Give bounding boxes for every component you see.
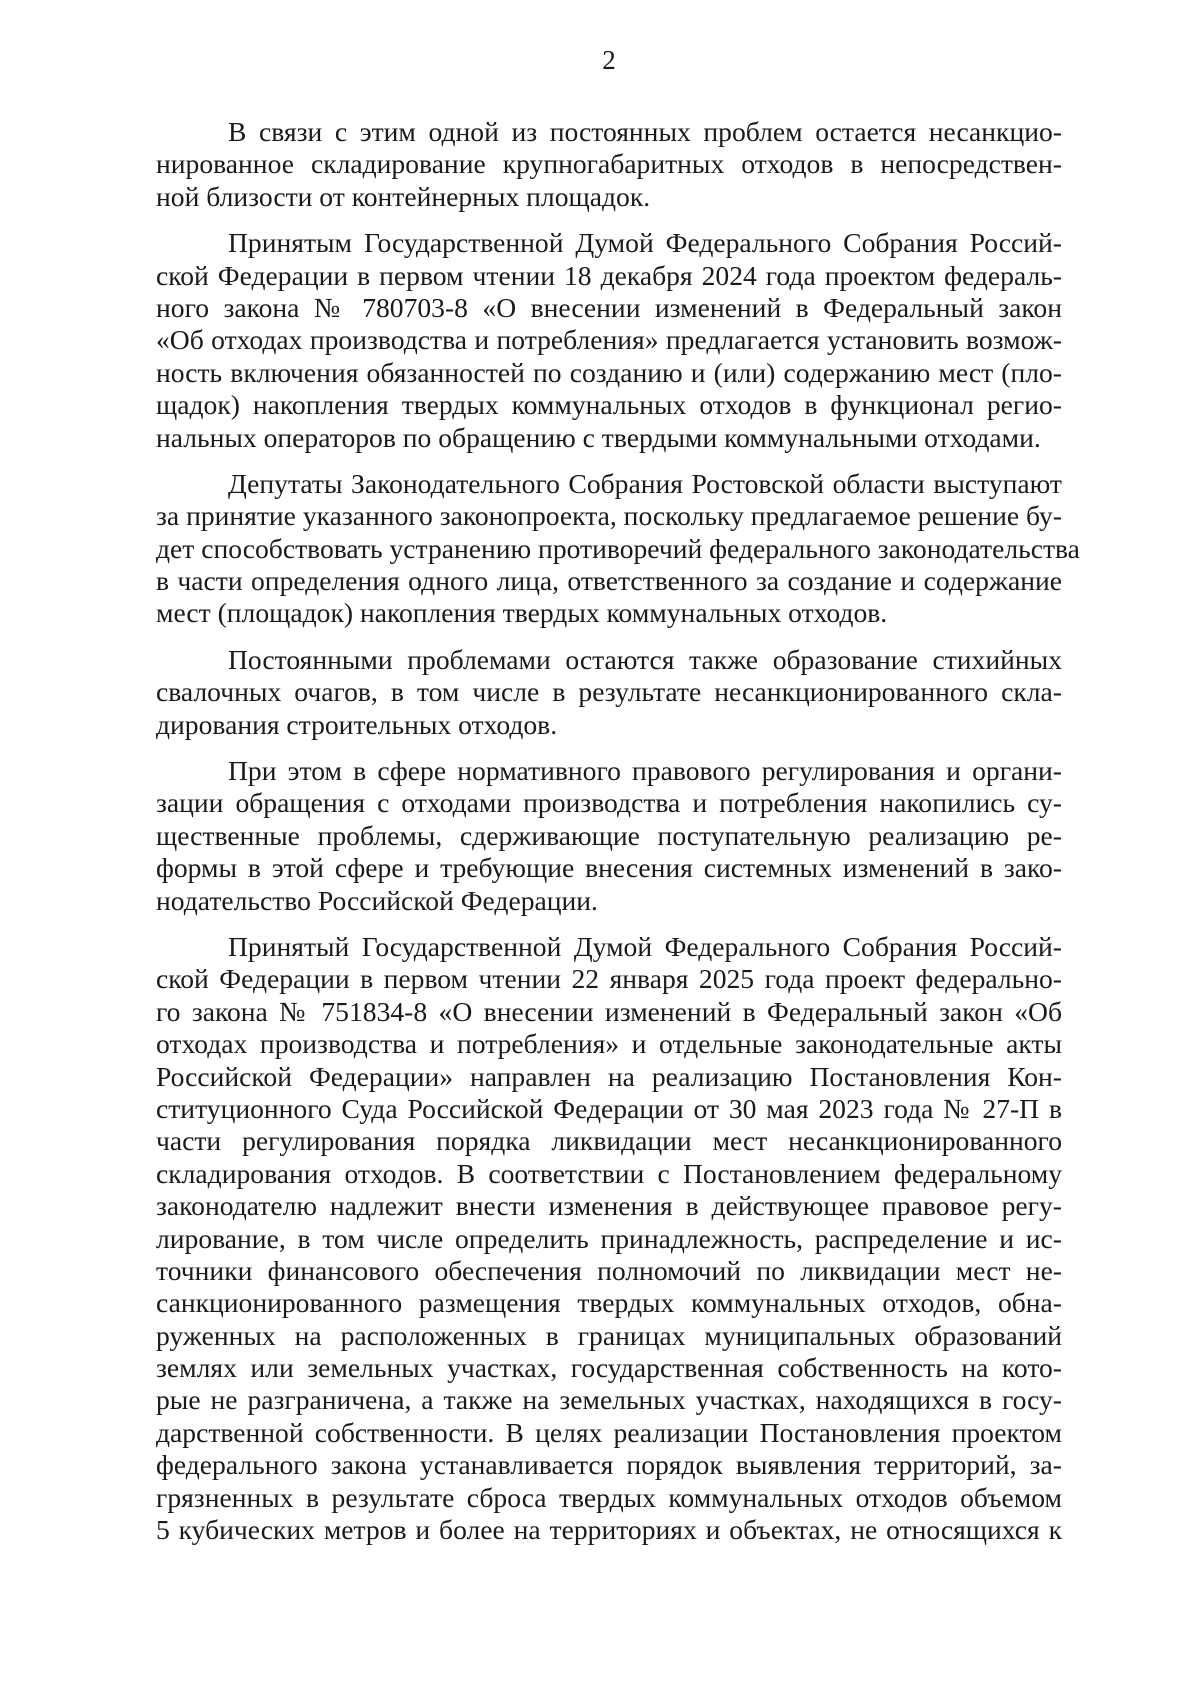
- paragraph: [156, 227, 1062, 454]
- text-line: санкционированного размещения твердых коммунальных отходов, обна-: [156, 1287, 1062, 1319]
- text-line: Постоянными проблемами остаются также образование стихийных: [228, 643, 1062, 675]
- text-line: лирование, в том числе определить принадлежность, распределение и ис-: [156, 1222, 1062, 1254]
- text-line: грязненных в результате сброса твердых коммунальных отходов объемом: [156, 1481, 1062, 1513]
- text-line: руженных на расположенных в границах муниципальных образований: [156, 1319, 1062, 1351]
- text-line: зации обращения с отходами производства и потребления накопились су-: [156, 787, 1062, 819]
- text-line: федерального закона устанавливается порядок выявления территорий, за-: [156, 1449, 1062, 1481]
- text-line: рые не разграничена, а также на земельных участках, находящихся в госу-: [156, 1384, 1062, 1416]
- text-line: ской Федерации в первом чтении 22 января 2025 года проект федерально-: [156, 963, 1062, 995]
- text-line: ной близости от контейнерных площадок.: [156, 180, 651, 212]
- text-line: щественные проблемы, сдерживающие поступательную реализацию ре-: [156, 819, 1062, 851]
- text-line: го закона № 751834-8 «О внесении изменений в Федеральный закон «Об: [156, 995, 1062, 1027]
- text-line: мест (площадок) накопления твердых коммунальных отходов.: [156, 597, 888, 629]
- text-line: Российской Федерации» направлен на реализацию Постановления Кон-: [156, 1060, 1062, 1092]
- paragraph: [156, 467, 1080, 630]
- text-line: землях или земельных участках, государственная собственность на кото-: [156, 1352, 1062, 1384]
- paragraph: [156, 755, 1062, 917]
- text-line: законодателю надлежит внести изменения в действующее правовое регу-: [156, 1190, 1062, 1222]
- text-line: точники финансового обеспечения полномочий по ликвидации мест не-: [156, 1254, 1062, 1286]
- text-line: ституционного Суда Российской Федерации от 30 мая 2023 года № 27-П в: [156, 1092, 1062, 1124]
- text-line: формы в этой сфере и требующие внесения системных изменений в зако-: [156, 852, 1062, 884]
- text-line: В связи с этим одной из постоянных проблем остается несанкцио-: [228, 116, 1062, 147]
- text-line: нодательство Российской Федерации.: [156, 884, 598, 916]
- text-line: Депутаты Законодательного Собрания Ростовской области выступают: [228, 467, 1062, 499]
- text-line: складирования отходов. В соответствии с Постановлением федеральному: [156, 1157, 1062, 1189]
- paragraph: [156, 644, 1062, 741]
- text-line: Принятый Государственной Думой Федерального Собрания Россий-: [228, 930, 1062, 962]
- text-line: отходах производства и потребления» и отдельные законодательные акты: [156, 1028, 1062, 1060]
- text-line: Принятым Государственной Думой Федерального Собрания Россий-: [228, 227, 1062, 259]
- text-line: нальных операторов по обращению с твердыми коммунальными отходами.: [156, 421, 1041, 453]
- paragraph: [156, 931, 1062, 1546]
- page-number: 2: [602, 45, 616, 75]
- text-line: ность включения обязанностей по созданию и (или) содержанию мест (пло-: [156, 356, 1062, 388]
- text-line: щадок) накопления твердых коммунальных отходов в функционал регио-: [156, 389, 1062, 421]
- text-line: за принятие указанного законопроекта, поскольку предлагаемое решение бу-: [156, 500, 1062, 532]
- text-line: дирования строительных отходов.: [156, 708, 558, 740]
- text-line: ного закона № 780703-8 «О внесении изменений в Федеральный закон: [156, 291, 1062, 323]
- paragraph: [156, 116, 1062, 213]
- document-body: [156, 116, 1080, 1560]
- text-line: дет способствовать устранению противоречий федерального законодательства: [156, 532, 1080, 564]
- text-line: части регулирования порядка ликвидации мест несанкционированного: [156, 1125, 1062, 1157]
- text-line: ской Федерации в первом чтении 18 декабря 2024 года проектом федераль-: [156, 259, 1062, 291]
- text-line: дарственной собственности. В целях реализации Постановления проектом: [156, 1416, 1062, 1448]
- text-line: При этом в сфере нормативного правового регулирования и органи-: [228, 755, 1062, 787]
- text-line: свалочных очагов, в том числе в результате несанкционированного скла-: [156, 676, 1062, 708]
- text-line: в части определения одного лица, ответственного за создание и содержание: [156, 565, 1062, 597]
- text-line: 5 кубических метров и более на территориях и объектах, не относящихся к: [156, 1514, 1062, 1546]
- text-line: нированное складирование крупногабаритных отходов в непосредствен-: [156, 148, 1062, 180]
- text-line: «Об отходах производства и потребления» предлагается установить возмож-: [156, 324, 1062, 356]
